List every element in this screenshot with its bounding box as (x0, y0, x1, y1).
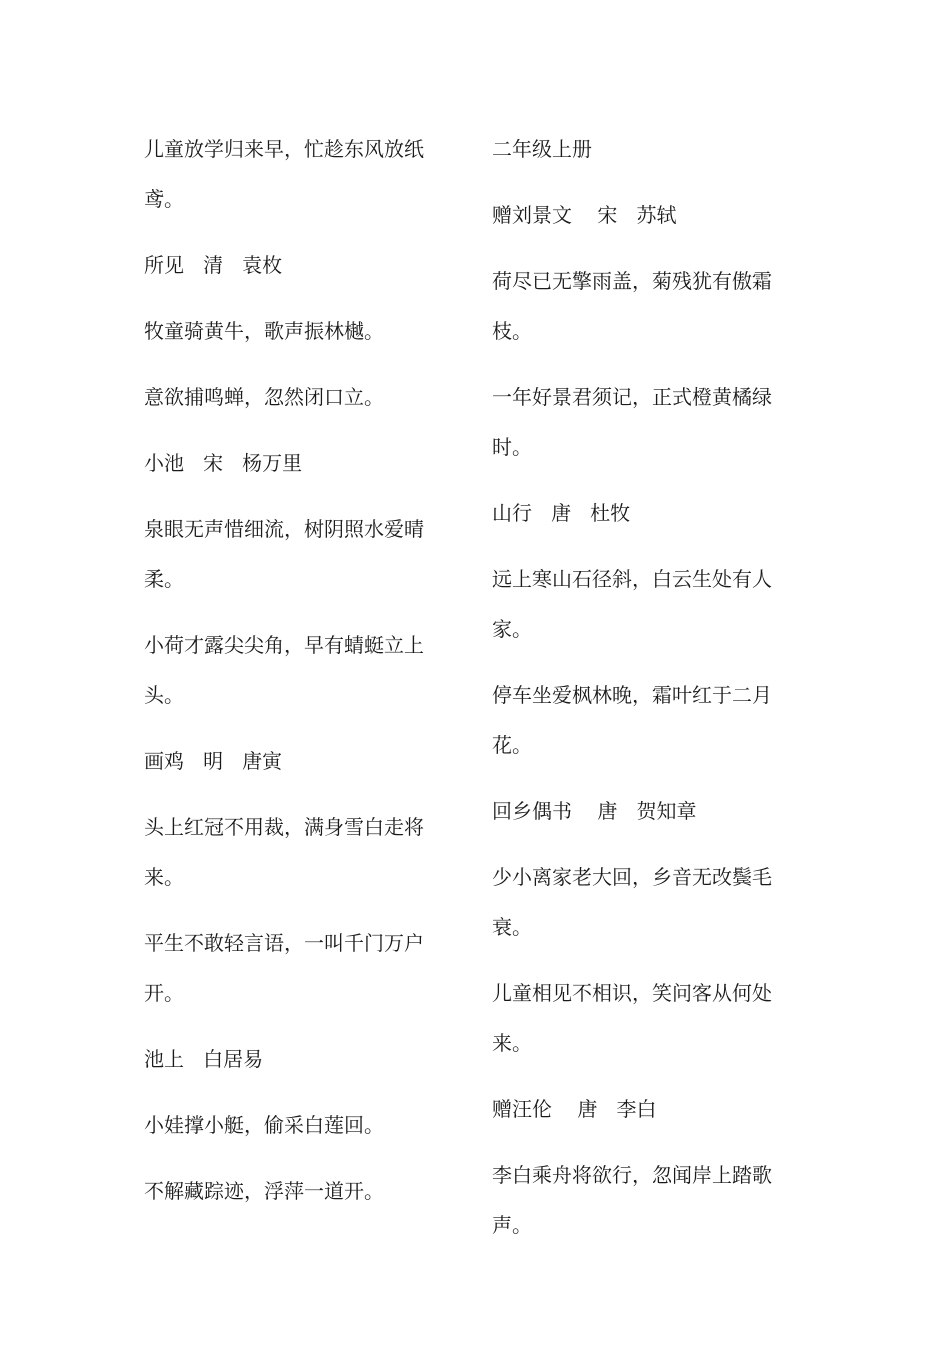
poem-line: 头上红冠不用裁，满身雪白走将来。 (144, 815, 424, 889)
poem-line: 少小离家老大回，乡音无改鬓毛衰。 (492, 865, 772, 939)
poem-line: 荷尽已无擎雨盖，菊残犹有傲霜枝。 (492, 269, 772, 343)
poem-title: 赠刘景文 宋 苏轼 (492, 203, 677, 227)
poem-line: 平生不敢轻言语，一叫千门万户开。 (144, 931, 424, 1005)
poem-line: 一年好景君须记，正式橙黄橘绿时。 (492, 385, 772, 459)
poem-line: 不解藏踪迹，浮萍一道开。 (144, 1179, 384, 1203)
poem-title: 所见 清 袁枚 (144, 253, 283, 277)
poem-title: 回乡偶书 唐 贺知章 (492, 799, 697, 823)
section-heading: 二年级上册 (492, 137, 592, 161)
poem-line: 意欲捕鸣蝉，忽然闭口立。 (144, 385, 384, 409)
poem-title: 池上 白居易 (144, 1047, 264, 1071)
poem-line: 泉眼无声惜细流，树阴照水爱晴柔。 (144, 517, 424, 591)
poem-line: 牧童骑黄牛，歌声振林樾。 (144, 319, 384, 343)
poem-title: 赠汪伦 唐 李白 (492, 1097, 657, 1121)
poem-line: 远上寒山石径斜，白云生处有人家。 (492, 567, 772, 641)
right-column (492, 124, 792, 1266)
poem-title: 画鸡 明 唐寅 (144, 749, 283, 773)
left-column (144, 124, 444, 1232)
poem-line: 儿童放学归来早，忙趁东风放纸鸢。 (144, 137, 424, 211)
poem-line: 儿童相见不相识，笑问客从何处来。 (492, 981, 772, 1055)
poem-line: 小娃撑小艇，偷采白莲回。 (144, 1113, 384, 1137)
poem-title: 山行 唐 杜牧 (492, 501, 631, 525)
poem-line: 停车坐爱枫林晚，霜叶红于二月花。 (492, 683, 772, 757)
poem-line: 小荷才露尖尖角，早有蜻蜓立上头。 (144, 633, 424, 707)
poem-title: 小池 宋 杨万里 (144, 451, 303, 475)
poem-line: 李白乘舟将欲行，忽闻岸上踏歌声。 (492, 1163, 772, 1237)
